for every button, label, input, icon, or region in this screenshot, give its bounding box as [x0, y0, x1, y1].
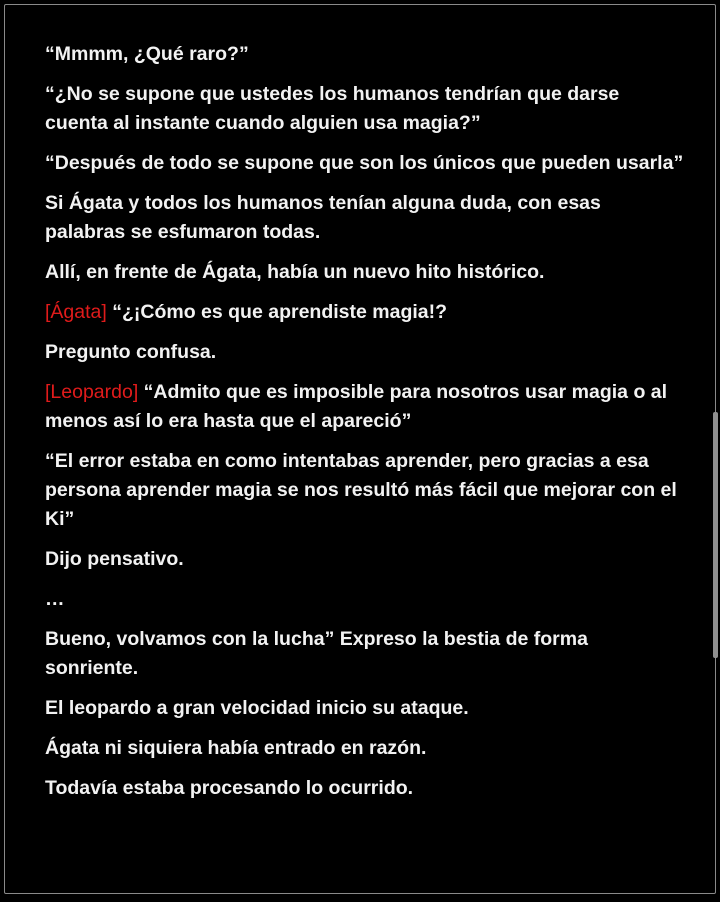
paragraph: …: [45, 588, 65, 610]
paragraph: “Después de todo se supone que son los únicos que pueden usarla”: [45, 152, 684, 174]
paragraph: “¿No se supone que ustedes los humanos tendrían que darse cuenta al instante cuando alguien usa magia?”: [45, 83, 620, 134]
dialogue-paragraph: [45, 298, 685, 327]
text-body: [45, 40, 685, 814]
paragraph: Si Ágata y todos los humanos tenían alguna duda, con esas palabras se esfumaron todas.: [45, 192, 601, 243]
paragraph: Pregunto confusa.: [45, 341, 217, 363]
paragraph: “Mmmm, ¿Qué raro?”: [45, 43, 249, 65]
speaker-label: [Ágata]: [45, 301, 107, 323]
scrollbar-thumb[interactable]: [713, 412, 718, 658]
paragraph: Bueno, volvamos con la lucha” Expreso la bestia de forma sonriente.: [45, 628, 588, 679]
paragraph: Dijo pensativo.: [45, 548, 184, 570]
paragraph: El leopardo a gran velocidad inicio su ataque.: [45, 697, 469, 719]
scrollbar[interactable]: [712, 0, 720, 902]
speaker-label: [Leopardo]: [45, 381, 139, 403]
dialogue-text: “¿¡Cómo es que aprendiste magia!?: [106, 301, 448, 323]
paragraph: Allí, en frente de Ágata, había un nuevo hito histórico.: [45, 261, 545, 283]
paragraph: Ágata ni siquiera había entrado en razón.: [45, 737, 427, 759]
paragraph: Todavía estaba procesando lo ocurrido.: [45, 777, 414, 799]
dialogue-text: “Admito que es imposible para nosotros usar magia o al menos así lo era hasta que el apareció”: [45, 381, 668, 432]
dialogue-paragraph: [45, 378, 685, 436]
paragraph: “El error estaba en como intentabas aprender, pero gracias a esa persona aprender magia se nos resultó más fácil que mejorar con el Ki”: [45, 450, 677, 530]
